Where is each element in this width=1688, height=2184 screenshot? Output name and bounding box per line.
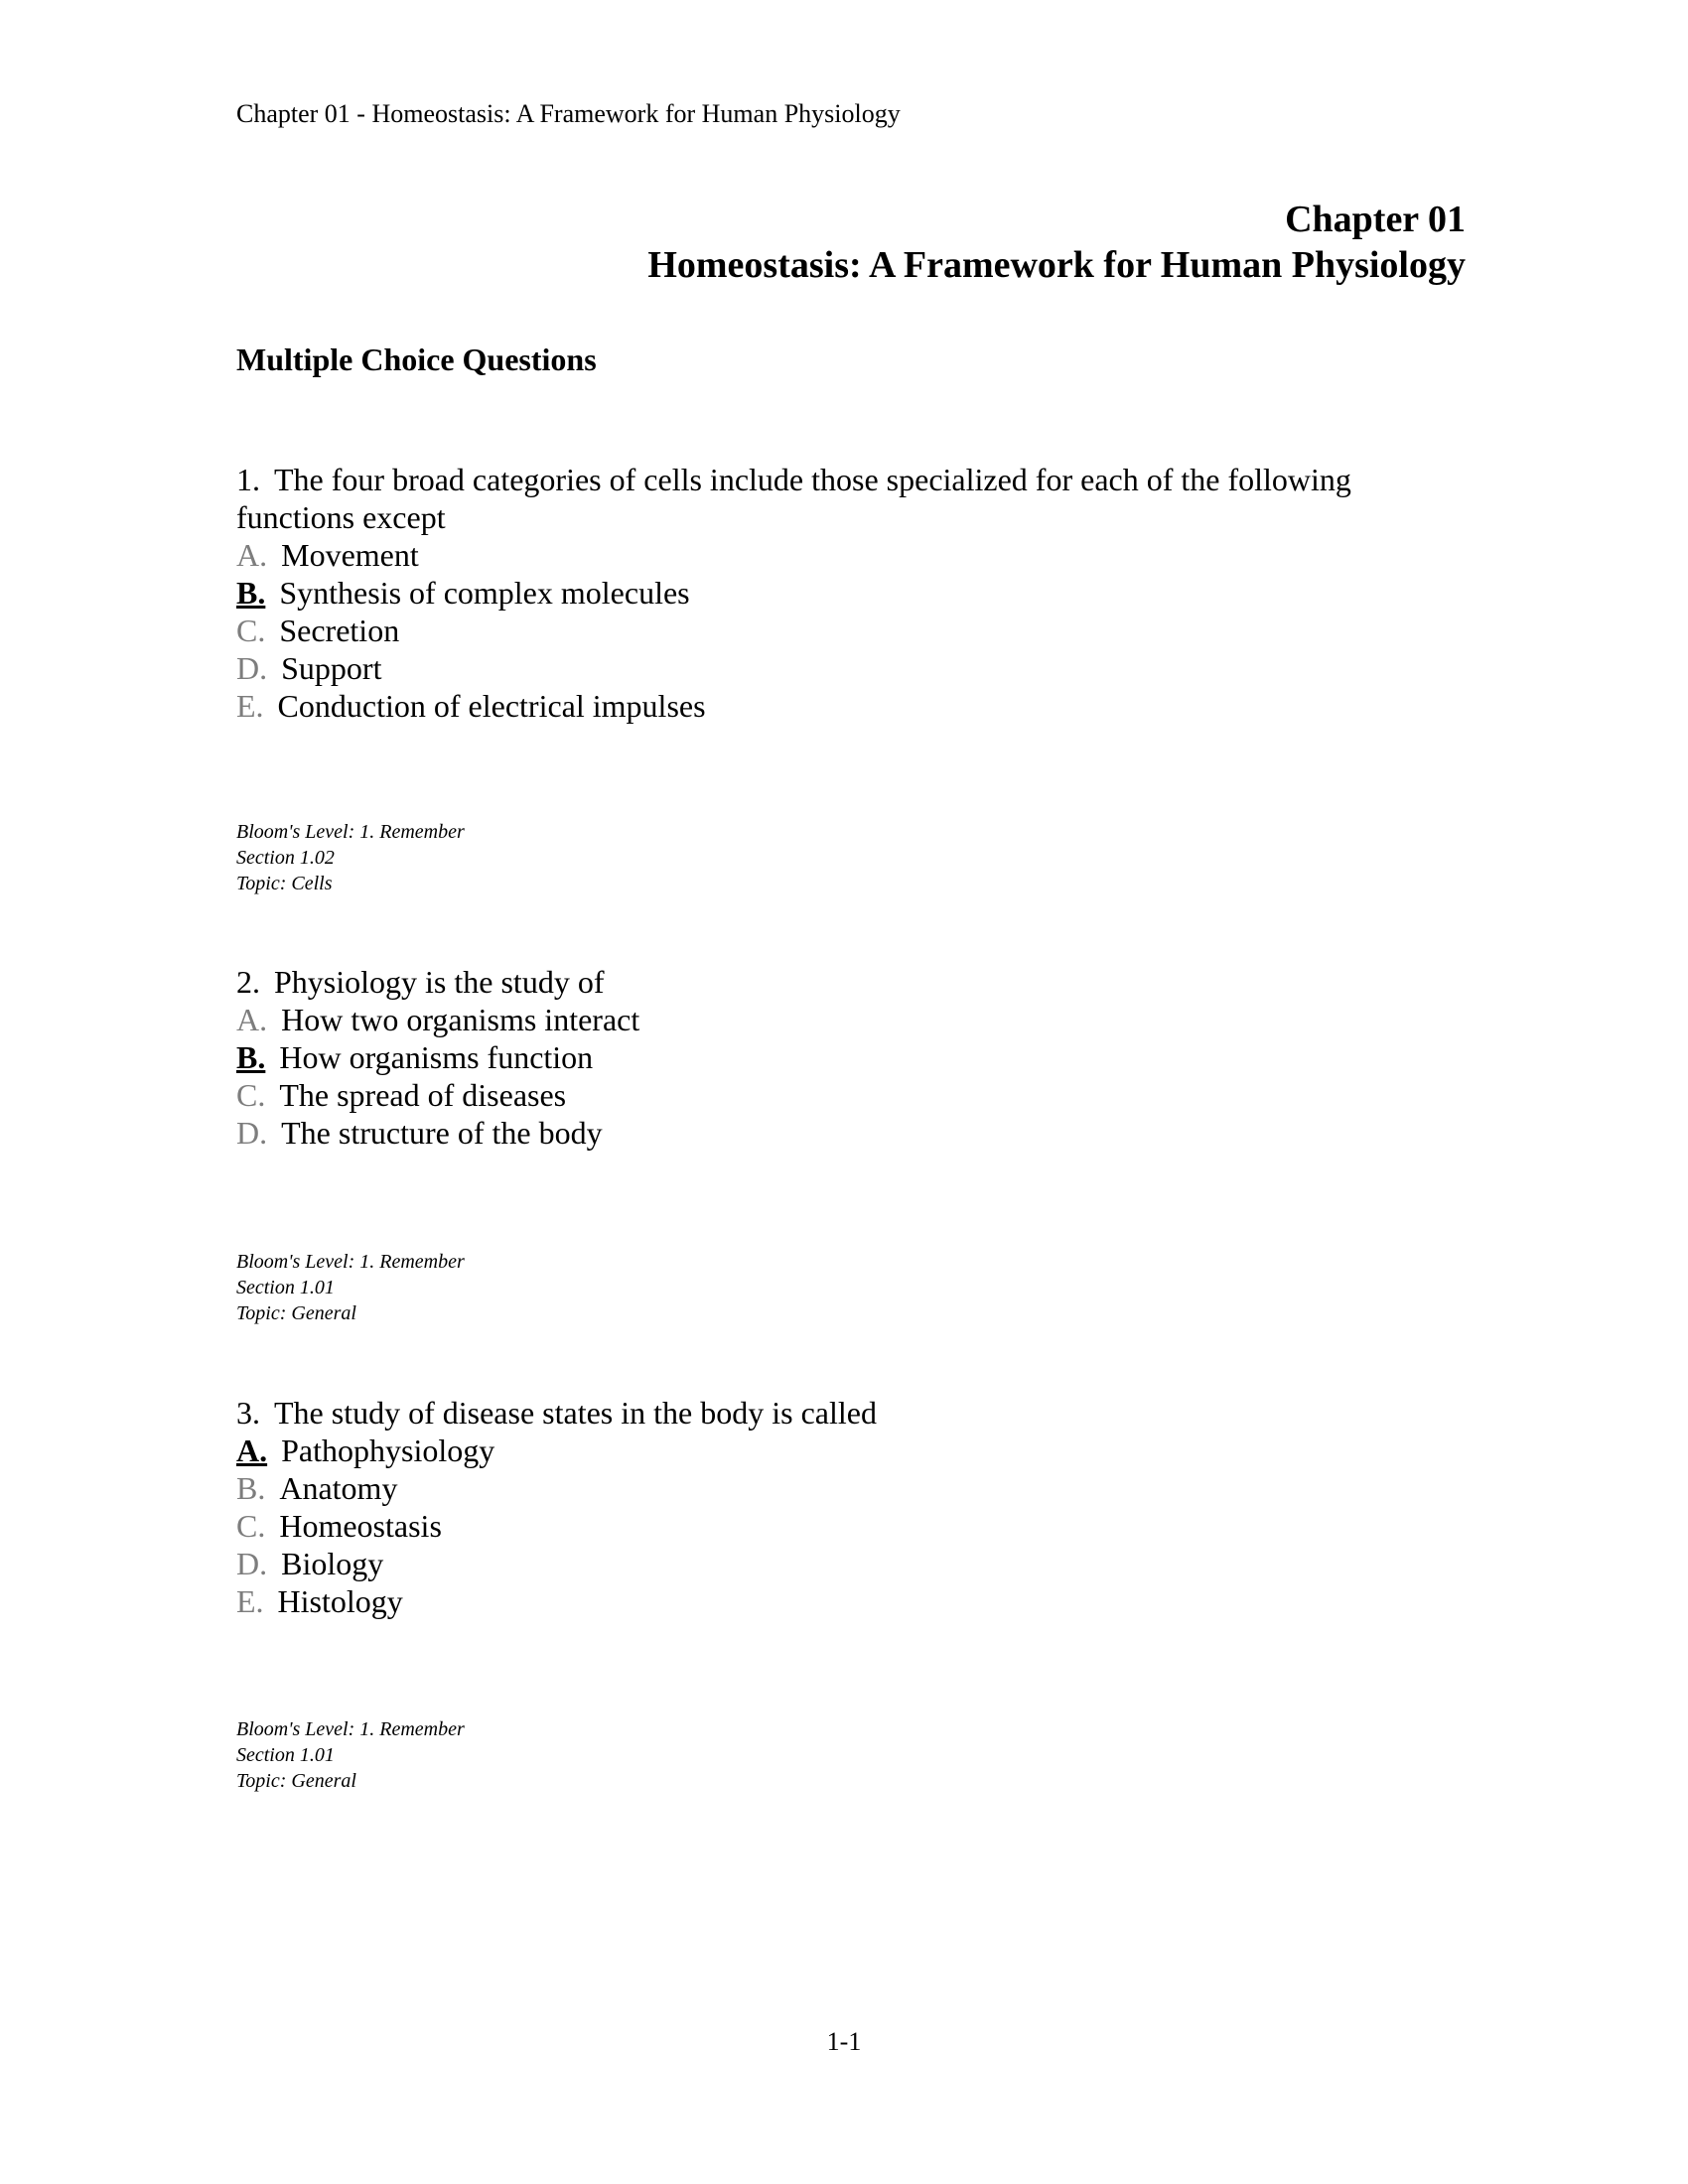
topic: Topic: General — [236, 1302, 356, 1324]
option-letter: C. — [236, 613, 266, 648]
option-text: Biology — [281, 1546, 384, 1581]
question-1-metadata — [236, 819, 465, 896]
blooms-level: Bloom's Level: 1. Remember — [236, 821, 465, 843]
option-letter: E. — [236, 688, 264, 724]
option-c — [236, 1076, 1468, 1114]
option-text: How organisms function — [279, 1039, 594, 1075]
question-text: Physiology is the study of — [274, 964, 605, 1000]
option-text: Synthesis of complex molecules — [279, 575, 690, 611]
option-text: The spread of diseases — [279, 1077, 567, 1113]
question-2-metadata — [236, 1249, 465, 1326]
topic: Topic: Cells — [236, 873, 333, 894]
option-text: Pathophysiology — [281, 1433, 495, 1468]
question-number: 3. — [236, 1395, 260, 1431]
option-b — [236, 1469, 1468, 1507]
question-2 — [236, 963, 1468, 1152]
option-text: Movement — [281, 537, 419, 573]
option-text: Histology — [277, 1583, 403, 1619]
option-b-correct — [236, 1038, 1468, 1076]
option-letter: D. — [236, 650, 268, 686]
question-stem — [236, 963, 1468, 1001]
option-d — [236, 1545, 1468, 1582]
option-c — [236, 1507, 1468, 1545]
option-letter: C. — [236, 1508, 266, 1544]
option-d — [236, 649, 1468, 687]
section-ref: Section 1.01 — [236, 1277, 335, 1298]
blooms-level: Bloom's Level: 1. Remember — [236, 1718, 465, 1740]
question-number: 1. — [236, 462, 260, 497]
question-text: The four broad categories of cells include those specialized for each of the following — [274, 462, 1351, 497]
option-text: How two organisms interact — [281, 1002, 640, 1037]
option-letter: C. — [236, 1077, 266, 1113]
option-letter: E. — [236, 1583, 264, 1619]
section-ref: Section 1.01 — [236, 1744, 335, 1766]
option-text: Conduction of electrical impulses — [277, 688, 706, 724]
question-3-metadata — [236, 1716, 465, 1794]
option-letter: D. — [236, 1115, 268, 1151]
option-letter: A. — [236, 537, 268, 573]
option-e — [236, 687, 1468, 725]
option-c — [236, 612, 1468, 649]
question-text-continued: functions except — [236, 499, 446, 535]
question-stem — [236, 461, 1468, 498]
option-text: Support — [281, 650, 382, 686]
option-text: Anatomy — [279, 1470, 398, 1506]
question-stem — [236, 1394, 1468, 1432]
chapter-number: Chapter 01 — [1285, 199, 1466, 240]
option-a — [236, 1001, 1468, 1038]
running-header: Chapter 01 - Homeostasis: A Framework for Human Physiology — [236, 99, 901, 128]
option-b-correct — [236, 574, 1468, 612]
blooms-level: Bloom's Level: 1. Remember — [236, 1251, 465, 1273]
topic: Topic: General — [236, 1770, 356, 1792]
option-text: Secretion — [279, 613, 400, 648]
question-3 — [236, 1394, 1468, 1620]
question-text: The study of disease states in the body is called — [274, 1395, 877, 1431]
option-letter: A. — [236, 1002, 268, 1037]
question-number: 2. — [236, 964, 260, 1000]
option-e — [236, 1582, 1468, 1620]
page-number: 1-1 — [826, 2027, 862, 2056]
option-letter: B. — [236, 1470, 266, 1506]
section-heading: Multiple Choice Questions — [236, 341, 597, 377]
option-text: Homeostasis — [279, 1508, 442, 1544]
option-a-correct — [236, 1432, 1468, 1469]
chapter-name: Homeostasis: A Framework for Human Physiology — [647, 244, 1466, 286]
option-letter: A. — [236, 1433, 268, 1468]
option-letter: B. — [236, 1039, 266, 1075]
option-letter: B. — [236, 575, 266, 611]
section-ref: Section 1.02 — [236, 847, 335, 869]
option-a — [236, 536, 1468, 574]
option-text: The structure of the body — [281, 1115, 603, 1151]
option-d — [236, 1114, 1468, 1152]
option-letter: D. — [236, 1546, 268, 1581]
question-1 — [236, 461, 1468, 725]
chapter-title — [647, 197, 1466, 288]
